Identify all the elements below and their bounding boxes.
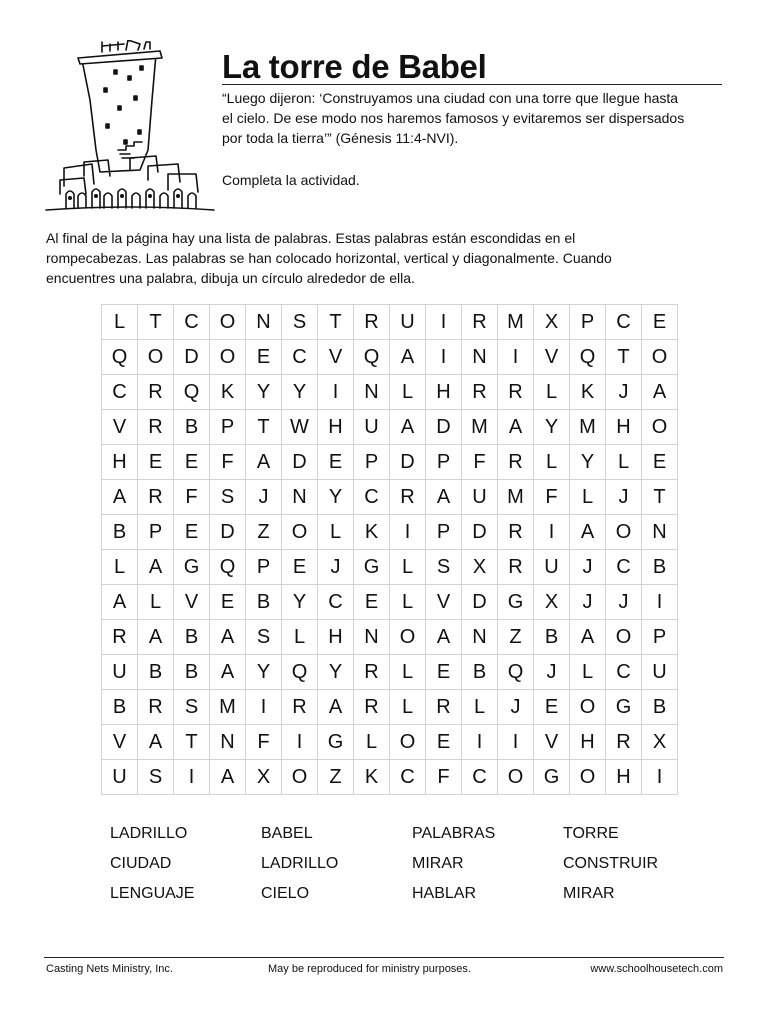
quote-line: por toda la tierra’” (Génesis 11:4-NVI). — [222, 130, 459, 146]
footer-permission: May be reproduced for ministry purposes. — [268, 963, 471, 975]
grid-cell[interactable]: O — [642, 340, 678, 375]
grid-cell[interactable]: C — [102, 375, 138, 410]
grid-cell[interactable]: Y — [570, 445, 606, 480]
footer-divider — [44, 957, 724, 958]
grid-cell[interactable]: T — [642, 480, 678, 515]
grid-cell[interactable]: F — [210, 445, 246, 480]
grid-cell[interactable]: K — [354, 760, 390, 795]
grid-cell[interactable]: V — [102, 410, 138, 445]
grid-cell[interactable]: P — [642, 620, 678, 655]
grid-cell[interactable]: A — [318, 690, 354, 725]
grid-cell[interactable]: V — [174, 585, 210, 620]
grid-cell[interactable]: T — [246, 410, 282, 445]
grid-cell[interactable]: I — [498, 340, 534, 375]
grid-row — [102, 340, 678, 375]
grid-cell[interactable]: J — [498, 690, 534, 725]
bible-quote — [222, 88, 722, 148]
grid-cell[interactable]: O — [390, 620, 426, 655]
instruction-line: rompecabezas. Las palabras se han colocado horizontal, vertical y diagonalmente. Cuando — [46, 250, 612, 266]
footer-website: www.schoolhousetech.com — [590, 963, 723, 975]
grid-cell[interactable]: N — [282, 480, 318, 515]
grid-cell[interactable]: H — [426, 375, 462, 410]
grid-cell[interactable]: B — [174, 410, 210, 445]
grid-cell[interactable]: R — [462, 305, 498, 340]
grid-cell[interactable]: A — [210, 760, 246, 795]
grid-cell[interactable]: V — [318, 340, 354, 375]
grid-cell[interactable]: B — [462, 655, 498, 690]
grid-row — [102, 760, 678, 795]
grid-cell[interactable]: J — [570, 550, 606, 585]
grid-cell[interactable]: I — [318, 375, 354, 410]
grid-cell[interactable]: G — [534, 760, 570, 795]
grid-cell[interactable]: R — [498, 550, 534, 585]
grid-cell[interactable]: B — [642, 690, 678, 725]
grid-cell[interactable]: T — [606, 340, 642, 375]
grid-cell[interactable]: Q — [498, 655, 534, 690]
grid-cell[interactable]: R — [282, 690, 318, 725]
grid-cell[interactable]: C — [606, 550, 642, 585]
grid-cell[interactable]: J — [606, 375, 642, 410]
grid-cell[interactable]: C — [282, 340, 318, 375]
grid-cell[interactable]: P — [426, 515, 462, 550]
grid-cell[interactable]: I — [390, 515, 426, 550]
grid-cell[interactable]: O — [390, 725, 426, 760]
grid-cell[interactable]: V — [102, 725, 138, 760]
grid-cell[interactable]: W — [282, 410, 318, 445]
grid-row — [102, 410, 678, 445]
grid-cell[interactable]: O — [138, 340, 174, 375]
grid-cell[interactable]: Y — [318, 655, 354, 690]
grid-cell[interactable]: L — [390, 550, 426, 585]
grid-cell[interactable]: A — [390, 410, 426, 445]
grid-cell[interactable]: E — [318, 445, 354, 480]
grid-cell[interactable]: S — [426, 550, 462, 585]
grid-cell[interactable]: N — [210, 725, 246, 760]
instruction-line: Al final de la página hay una lista de palabras. Estas palabras están escondidas en el — [46, 230, 576, 246]
grid-cell[interactable]: R — [354, 690, 390, 725]
grid-cell[interactable]: P — [354, 445, 390, 480]
word-list-item: MIRAR — [412, 855, 464, 872]
grid-cell[interactable]: E — [426, 655, 462, 690]
word-list-item: PALABRAS — [412, 825, 496, 842]
grid-cell[interactable]: F — [426, 760, 462, 795]
grid-cell[interactable]: O — [210, 340, 246, 375]
instruction-line: encuentres una palabra, dibuja un círculo alrededor de ella. — [46, 270, 415, 286]
grid-cell[interactable]: N — [246, 305, 282, 340]
grid-cell[interactable]: Y — [534, 410, 570, 445]
grid-cell[interactable]: U — [534, 550, 570, 585]
grid-cell[interactable]: T — [138, 305, 174, 340]
grid-cell[interactable]: X — [462, 550, 498, 585]
grid-cell[interactable]: M — [498, 305, 534, 340]
grid-cell[interactable]: L — [534, 375, 570, 410]
grid-cell[interactable]: A — [210, 620, 246, 655]
grid-cell[interactable]: Q — [102, 340, 138, 375]
grid-cell[interactable]: M — [498, 480, 534, 515]
grid-cell[interactable]: O — [498, 760, 534, 795]
grid-cell[interactable]: V — [534, 725, 570, 760]
grid-cell[interactable]: I — [426, 305, 462, 340]
grid-cell[interactable]: I — [642, 585, 678, 620]
grid-cell[interactable]: L — [462, 690, 498, 725]
grid-cell[interactable]: L — [570, 655, 606, 690]
grid-cell[interactable]: J — [606, 480, 642, 515]
grid-cell[interactable]: K — [354, 515, 390, 550]
grid-cell[interactable]: R — [498, 445, 534, 480]
grid-cell[interactable]: R — [354, 655, 390, 690]
grid-cell[interactable]: N — [642, 515, 678, 550]
grid-cell[interactable]: L — [102, 305, 138, 340]
grid-cell[interactable]: J — [318, 550, 354, 585]
grid-cell[interactable]: D — [174, 340, 210, 375]
grid-cell[interactable]: J — [606, 585, 642, 620]
grid-cell[interactable]: U — [102, 760, 138, 795]
grid-cell[interactable]: F — [462, 445, 498, 480]
grid-cell[interactable]: L — [390, 585, 426, 620]
grid-cell[interactable]: G — [318, 725, 354, 760]
puzzle-instructions — [46, 228, 686, 288]
grid-cell[interactable]: G — [606, 690, 642, 725]
grid-cell[interactable]: R — [138, 690, 174, 725]
grid-cell[interactable]: E — [210, 585, 246, 620]
grid-row — [102, 655, 678, 690]
word-list-item: BABEL — [261, 825, 313, 842]
grid-cell[interactable]: J — [534, 655, 570, 690]
grid-cell[interactable]: O — [282, 760, 318, 795]
grid-row — [102, 445, 678, 480]
grid-row — [102, 620, 678, 655]
grid-cell[interactable]: J — [570, 585, 606, 620]
grid-cell[interactable]: A — [138, 725, 174, 760]
word-list-item: CIELO — [261, 885, 310, 902]
grid-cell[interactable]: H — [606, 410, 642, 445]
grid-cell[interactable]: Y — [246, 655, 282, 690]
grid-cell[interactable]: H — [318, 410, 354, 445]
grid-cell[interactable]: I — [534, 515, 570, 550]
grid-cell[interactable]: I — [174, 760, 210, 795]
word-list-item: LADRILLO — [110, 825, 188, 842]
grid-cell[interactable]: C — [390, 760, 426, 795]
grid-cell[interactable]: R — [138, 410, 174, 445]
grid-cell[interactable]: B — [102, 515, 138, 550]
grid-cell[interactable]: I — [282, 725, 318, 760]
grid-cell[interactable]: C — [174, 305, 210, 340]
grid-cell[interactable]: A — [102, 480, 138, 515]
grid-cell[interactable]: R — [354, 305, 390, 340]
grid-cell[interactable]: Q — [282, 655, 318, 690]
grid-cell[interactable]: O — [570, 690, 606, 725]
grid-cell[interactable]: F — [174, 480, 210, 515]
grid-cell[interactable]: S — [174, 690, 210, 725]
grid-cell[interactable]: L — [354, 725, 390, 760]
grid-cell[interactable]: B — [642, 550, 678, 585]
grid-cell[interactable]: A — [498, 410, 534, 445]
grid-cell[interactable]: L — [138, 585, 174, 620]
grid-cell[interactable]: D — [210, 515, 246, 550]
grid-cell[interactable]: U — [354, 410, 390, 445]
grid-cell[interactable]: B — [246, 585, 282, 620]
grid-cell[interactable]: A — [570, 515, 606, 550]
grid-cell[interactable]: Y — [282, 585, 318, 620]
grid-cell[interactable]: I — [498, 725, 534, 760]
grid-cell[interactable]: H — [606, 760, 642, 795]
grid-cell[interactable]: L — [318, 515, 354, 550]
grid-cell[interactable]: Z — [318, 760, 354, 795]
grid-cell[interactable]: S — [282, 305, 318, 340]
word-list-item: MIRAR — [563, 885, 615, 902]
grid-cell[interactable]: A — [570, 620, 606, 655]
grid-cell[interactable]: G — [498, 585, 534, 620]
grid-cell[interactable]: A — [210, 655, 246, 690]
grid-cell[interactable]: F — [246, 725, 282, 760]
grid-cell[interactable]: E — [138, 445, 174, 480]
grid-cell[interactable]: K — [210, 375, 246, 410]
grid-cell[interactable]: L — [390, 655, 426, 690]
grid-cell[interactable]: T — [318, 305, 354, 340]
grid-cell[interactable]: C — [606, 305, 642, 340]
grid-cell[interactable]: R — [138, 480, 174, 515]
grid-cell[interactable]: D — [426, 410, 462, 445]
grid-cell[interactable]: S — [246, 620, 282, 655]
grid-cell[interactable]: Q — [210, 550, 246, 585]
grid-cell[interactable]: A — [102, 585, 138, 620]
grid-row — [102, 690, 678, 725]
grid-cell[interactable]: H — [570, 725, 606, 760]
word-list-item: LADRILLO — [261, 855, 339, 872]
grid-row — [102, 375, 678, 410]
grid-cell[interactable]: C — [354, 480, 390, 515]
grid-row — [102, 305, 678, 340]
grid-cell[interactable]: U — [462, 480, 498, 515]
grid-cell[interactable]: I — [246, 690, 282, 725]
grid-cell[interactable]: P — [210, 410, 246, 445]
grid-cell[interactable]: M — [570, 410, 606, 445]
grid-cell[interactable]: N — [354, 375, 390, 410]
grid-cell[interactable]: C — [606, 655, 642, 690]
grid-cell[interactable]: R — [138, 375, 174, 410]
grid-cell[interactable]: O — [606, 515, 642, 550]
word-list-item: LENGUAJE — [110, 885, 195, 902]
grid-cell[interactable]: G — [354, 550, 390, 585]
grid-cell[interactable]: Y — [318, 480, 354, 515]
grid-cell[interactable]: A — [642, 375, 678, 410]
word-list-item: TORRE — [563, 825, 619, 842]
grid-row — [102, 725, 678, 760]
grid-cell[interactable]: A — [138, 620, 174, 655]
grid-cell[interactable]: Q — [174, 375, 210, 410]
word-list-item: CIUDAD — [110, 855, 172, 872]
grid-cell[interactable]: E — [354, 585, 390, 620]
grid-cell[interactable]: L — [390, 690, 426, 725]
grid-cell[interactable]: X — [534, 585, 570, 620]
grid-cell[interactable]: Z — [246, 515, 282, 550]
grid-cell[interactable]: G — [174, 550, 210, 585]
grid-cell[interactable]: Y — [246, 375, 282, 410]
grid-cell[interactable]: V — [426, 585, 462, 620]
grid-cell[interactable]: E — [174, 515, 210, 550]
grid-cell[interactable]: L — [570, 480, 606, 515]
grid-row — [102, 480, 678, 515]
grid-cell[interactable]: P — [426, 445, 462, 480]
grid-cell[interactable]: B — [102, 690, 138, 725]
grid-cell[interactable]: Q — [570, 340, 606, 375]
grid-cell[interactable]: E — [642, 445, 678, 480]
tower-of-babel-illustration — [44, 40, 216, 216]
grid-cell[interactable]: I — [462, 725, 498, 760]
grid-cell[interactable]: V — [534, 340, 570, 375]
grid-cell[interactable]: N — [354, 620, 390, 655]
grid-cell[interactable]: R — [606, 725, 642, 760]
grid-cell[interactable]: L — [102, 550, 138, 585]
grid-cell[interactable]: E — [282, 550, 318, 585]
grid-cell[interactable]: A — [426, 480, 462, 515]
grid-cell[interactable]: I — [426, 340, 462, 375]
grid-cell[interactable]: I — [642, 760, 678, 795]
word-list-item: CONSTRUIR — [563, 855, 659, 872]
grid-cell[interactable]: U — [390, 305, 426, 340]
grid-cell[interactable]: O — [606, 620, 642, 655]
grid-cell[interactable]: E — [534, 690, 570, 725]
grid-cell[interactable]: O — [210, 305, 246, 340]
grid-cell[interactable]: C — [318, 585, 354, 620]
title-divider — [222, 84, 722, 85]
grid-cell[interactable]: S — [138, 760, 174, 795]
page-title: La torre de Babel — [222, 48, 487, 85]
grid-cell[interactable]: R — [498, 515, 534, 550]
grid-cell[interactable]: T — [174, 725, 210, 760]
grid-cell[interactable]: E — [426, 725, 462, 760]
grid-cell[interactable]: D — [390, 445, 426, 480]
grid-cell[interactable]: E — [174, 445, 210, 480]
footer-publisher: Casting Nets Ministry, Inc. — [46, 963, 173, 975]
grid-cell[interactable]: A — [138, 550, 174, 585]
activity-instruction: Completa la actividad. — [222, 172, 360, 188]
grid-cell[interactable]: S — [210, 480, 246, 515]
grid-cell[interactable]: D — [462, 585, 498, 620]
grid-cell[interactable]: K — [570, 375, 606, 410]
grid-cell[interactable]: H — [102, 445, 138, 480]
grid-cell[interactable]: R — [498, 375, 534, 410]
grid-row — [102, 585, 678, 620]
grid-cell[interactable]: D — [462, 515, 498, 550]
grid-cell[interactable]: L — [534, 445, 570, 480]
grid-cell[interactable]: L — [282, 620, 318, 655]
grid-cell[interactable]: L — [606, 445, 642, 480]
grid-cell[interactable]: B — [138, 655, 174, 690]
grid-cell[interactable]: N — [462, 620, 498, 655]
word-list-item: HABLAR — [412, 885, 477, 902]
grid-cell[interactable]: Z — [498, 620, 534, 655]
grid-cell[interactable]: P — [570, 305, 606, 340]
grid-cell[interactable]: R — [426, 690, 462, 725]
grid-cell[interactable]: A — [246, 445, 282, 480]
grid-cell[interactable]: O — [282, 515, 318, 550]
grid-cell[interactable]: B — [174, 620, 210, 655]
grid-cell[interactable]: X — [642, 725, 678, 760]
quote-line: el cielo. De ese modo nos haremos famosos y evitaremos ser dispersados — [222, 110, 685, 126]
grid-cell[interactable]: E — [246, 340, 282, 375]
grid-cell[interactable]: D — [282, 445, 318, 480]
grid-row — [102, 550, 678, 585]
grid-cell[interactable]: R — [390, 480, 426, 515]
grid-cell[interactable]: F — [534, 480, 570, 515]
grid-cell[interactable]: E — [642, 305, 678, 340]
grid-cell[interactable]: M — [210, 690, 246, 725]
grid-cell[interactable]: J — [246, 480, 282, 515]
grid-cell[interactable]: X — [246, 760, 282, 795]
grid-cell[interactable]: A — [426, 620, 462, 655]
grid-cell[interactable]: O — [642, 410, 678, 445]
grid-cell[interactable]: U — [102, 655, 138, 690]
grid-cell[interactable]: R — [102, 620, 138, 655]
grid-cell[interactable]: O — [570, 760, 606, 795]
grid-cell[interactable]: H — [318, 620, 354, 655]
grid-cell[interactable]: M — [462, 410, 498, 445]
quote-line: “Luego dijeron: ‘Construyamos una ciudad con una torre que llegue hasta — [222, 90, 679, 106]
grid-cell[interactable]: P — [138, 515, 174, 550]
grid-cell[interactable]: N — [462, 340, 498, 375]
grid-cell[interactable]: B — [534, 620, 570, 655]
grid-cell[interactable]: X — [534, 305, 570, 340]
grid-cell[interactable]: R — [462, 375, 498, 410]
grid-row — [102, 515, 678, 550]
grid-cell[interactable]: Y — [282, 375, 318, 410]
grid-cell[interactable]: U — [642, 655, 678, 690]
grid-cell[interactable]: Q — [354, 340, 390, 375]
grid-cell[interactable]: C — [462, 760, 498, 795]
grid-cell[interactable]: B — [174, 655, 210, 690]
grid-cell[interactable]: A — [390, 340, 426, 375]
grid-cell[interactable]: L — [390, 375, 426, 410]
word-search-grid — [101, 304, 678, 795]
grid-cell[interactable]: P — [246, 550, 282, 585]
